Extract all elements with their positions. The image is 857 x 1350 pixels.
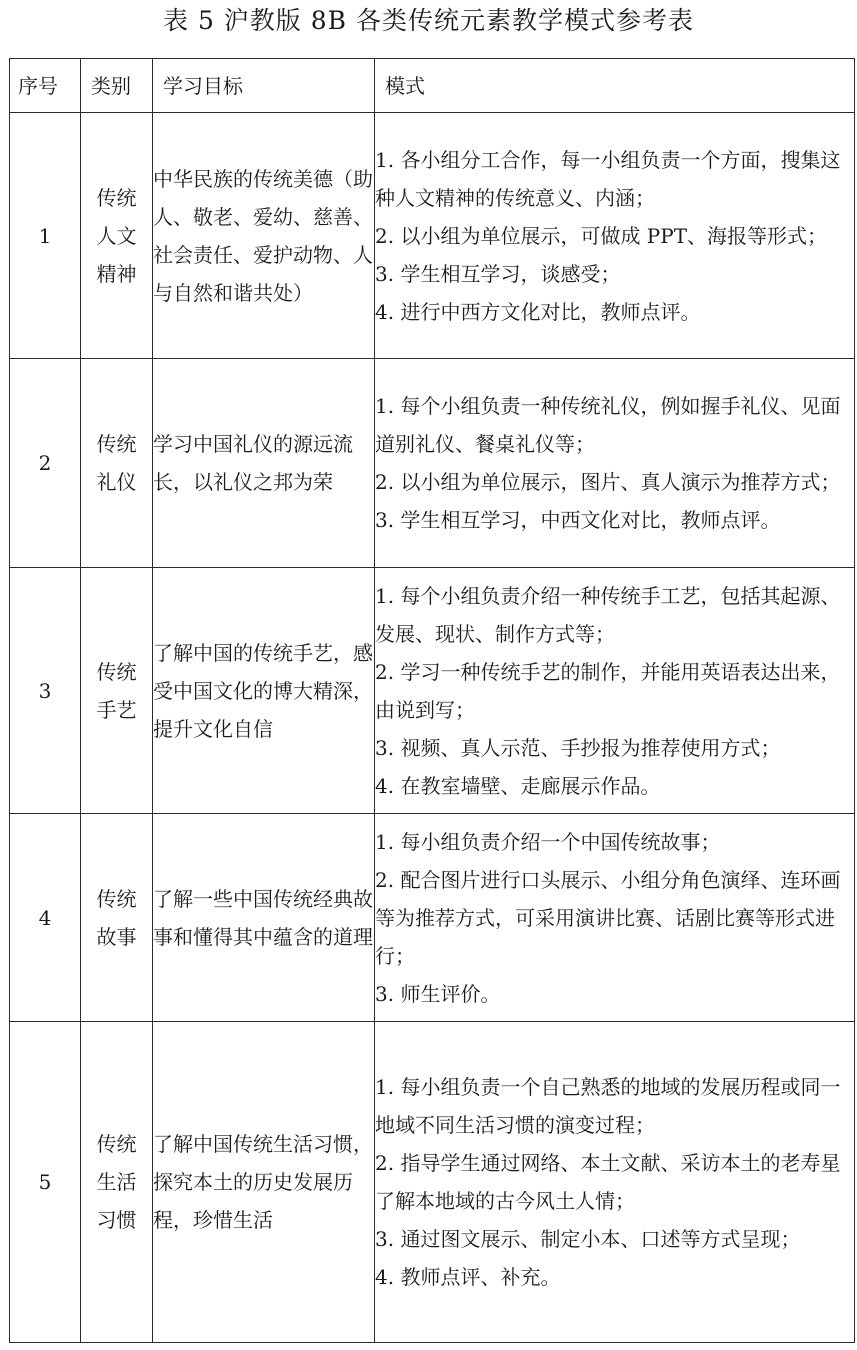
mode-step: 2. 学习一种传统手艺的制作，并能用英语表达出来，由说到写； (375, 659, 841, 722)
category-line: 传统 (96, 1132, 137, 1156)
mode-step: 2. 以小组为单位展示，可做成 PPT、海报等形式； (375, 223, 828, 248)
table-row (10, 568, 855, 814)
table-row (10, 359, 855, 568)
row-mode (375, 568, 855, 814)
row-goal: 了解一些中国传统经典故事和懂得其中蕴含的道理 (153, 814, 375, 1022)
mode-step: 1. 每小组负责介绍一个中国传统故事； (375, 829, 721, 854)
category-line: 生活 (96, 1170, 137, 1194)
category-line: 习惯 (96, 1208, 137, 1232)
header-category: 类别 (81, 59, 153, 113)
header-row (10, 59, 855, 113)
category-line: 人文 (96, 223, 137, 248)
row-number: 5 (10, 1022, 81, 1343)
row-category (81, 814, 153, 1022)
row-category (81, 113, 153, 359)
table-row (10, 814, 855, 1022)
row-goal: 了解中国传统生活习惯，探究本土的历史发展历程，珍惜生活 (153, 1022, 375, 1343)
mode-step: 3. 学生相互学习，中西文化对比，教师点评。 (375, 508, 781, 532)
row-number: 4 (10, 814, 81, 1022)
mode-step: 2. 指导学生通过网络、本土文献、采访本土的老寿星了解本地域的古今风土人情； (375, 1151, 841, 1213)
table-title: 表 5 沪教版 8B 各类传统元素教学模式参考表 (163, 6, 694, 35)
mode-step: 2. 配合图片进行口头展示、小组分角色演绎、连环画等为推荐方式，可采用演讲比赛、话剧比赛等形式进行； (375, 867, 841, 968)
mode-step: 4. 在教室墙壁、走廊展示作品。 (375, 773, 661, 798)
row-goal: 学习中国礼仪的源远流长，以礼仪之邦为荣 (153, 359, 375, 568)
category-line: 传统 (96, 432, 137, 456)
row-number: 2 (10, 359, 81, 568)
mode-step: 1. 各小组分工合作，每一小组负责一个方面，搜集这种人文精神的传统意义、内涵； (375, 147, 841, 210)
mode-step: 4. 教师点评、补充。 (375, 1265, 561, 1289)
category-line: 传统 (96, 886, 137, 911)
row-mode (375, 1022, 855, 1343)
row-goal: 了解中国的传统手艺，感受中国文化的博大精深，提升文化自信 (153, 568, 375, 814)
mode-step: 3. 师生评价。 (375, 981, 501, 1006)
table-row (10, 1022, 855, 1343)
mode-step: 3. 通过图文展示、制定小本、口述等方式呈现； (375, 1227, 801, 1251)
mode-step: 3. 学生相互学习，谈感受； (375, 261, 621, 286)
mode-step: 1. 每个小组负责介绍一种传统手工艺，包括其起源、发展、现状、制作方式等； (375, 583, 841, 646)
mode-step: 2. 以小组为单位展示，图片、真人演示为推荐方式； (375, 470, 841, 494)
row-number: 1 (10, 113, 81, 359)
category-line: 故事 (96, 924, 137, 949)
row-mode (375, 814, 855, 1022)
row-category (81, 568, 153, 814)
header-mode: 模式 (375, 59, 855, 113)
category-line: 传统 (96, 185, 137, 210)
category-line: 精神 (96, 261, 137, 286)
row-goal: 中华民族的传统美德（助人、敬老、爱幼、慈善、社会责任、爱护动物、人与自然和谐共处） (153, 113, 375, 359)
table-row (10, 113, 855, 359)
row-mode (375, 359, 855, 568)
row-category (81, 359, 153, 568)
reference-table (9, 58, 855, 1343)
category-line: 礼仪 (96, 470, 137, 494)
row-number: 3 (10, 568, 81, 814)
category-line: 传统 (96, 659, 137, 684)
mode-step: 3. 视频、真人示范、手抄报为推荐使用方式； (375, 735, 781, 760)
mode-step: 1. 每小组负责一个自己熟悉的地域的发展历程或同一地域不同生活习惯的演变过程； (375, 1075, 841, 1137)
header-num: 序号 (10, 59, 81, 113)
category-line: 手艺 (96, 697, 137, 722)
header-goal: 学习目标 (153, 59, 375, 113)
mode-step: 1. 每个小组负责一种传统礼仪，例如握手礼仪、见面道别礼仪、餐桌礼仪等； (375, 394, 841, 456)
row-mode (375, 113, 855, 359)
mode-step: 4. 进行中西方文化对比，教师点评。 (375, 299, 701, 324)
row-category (81, 1022, 153, 1343)
